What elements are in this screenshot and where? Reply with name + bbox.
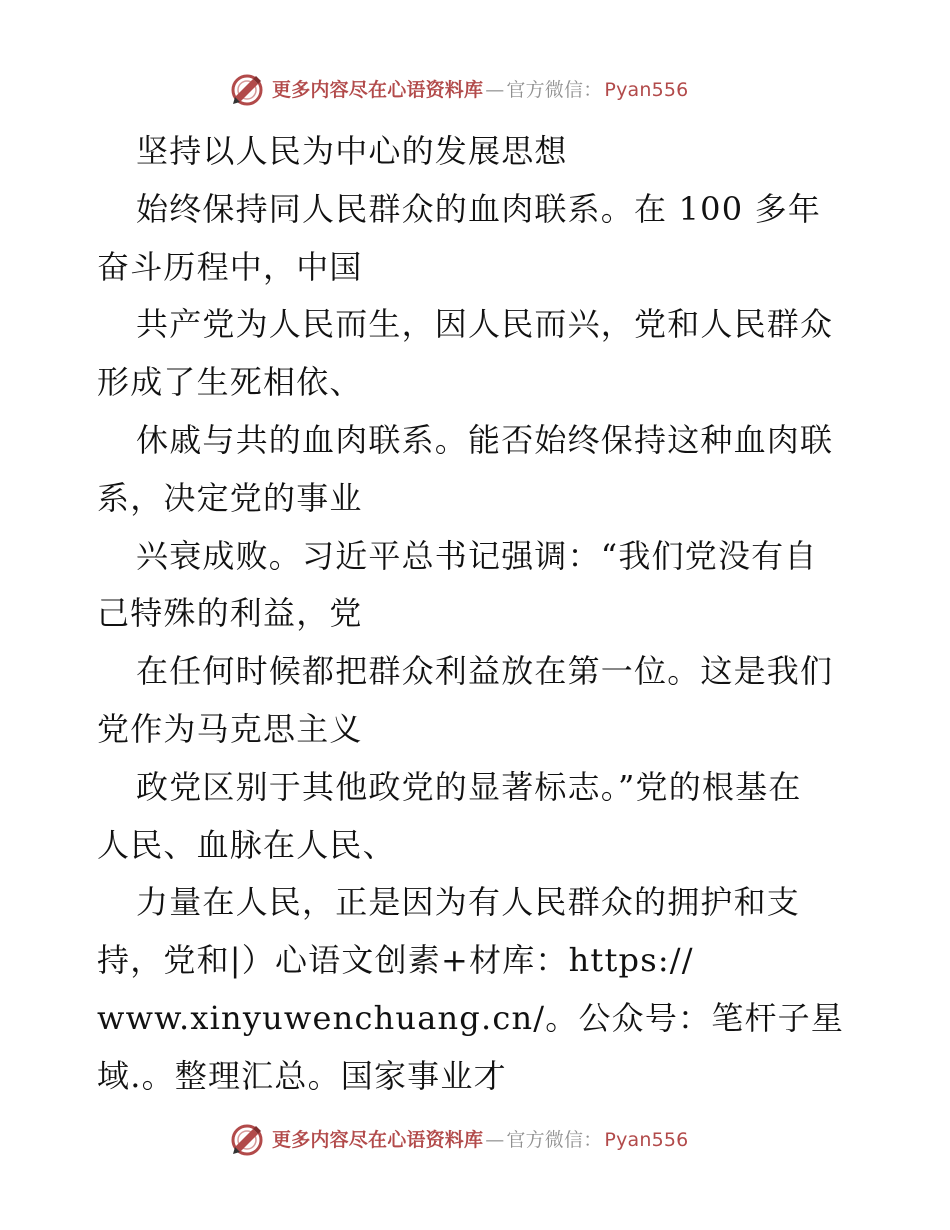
footer-text — [272, 1128, 689, 1151]
body-line: 奋斗历程中，中国 — [97, 247, 363, 286]
document-body — [97, 123, 857, 1106]
body-line: 持，党和|）心语文创素+材库：https:// — [97, 941, 694, 980]
pen-circle-logo-icon — [230, 73, 264, 107]
footer-wechat-id: Pyan556 — [604, 1128, 689, 1151]
body-line: 域.。整理汇总。国家事业才 — [97, 1056, 507, 1095]
body-line: 在任何时候都把群众利益放在第一位。这是我们 — [136, 652, 834, 691]
body-line: 休戚与共的血肉联系。能否始终保持这种血肉联 — [136, 420, 834, 459]
header-brand-text: 更多内容尽在心语资料库 — [272, 78, 484, 101]
body-line: 共产党为人民而生，因人民而兴，党和人民群众 — [136, 305, 834, 344]
header-wechat-label: 官方微信： — [506, 78, 603, 101]
body-line: 系，决定党的事业 — [97, 478, 363, 517]
footer-wechat-label: 官方微信： — [506, 1128, 603, 1151]
footer-brand-text: 更多内容尽在心语资料库 — [272, 1128, 484, 1151]
body-line: 坚持以人民为中心的发展思想 — [136, 132, 568, 170]
body-line: 人民、血脉在人民、 — [97, 825, 396, 864]
header-wechat-id: Pyan556 — [604, 78, 689, 101]
body-line: 政党区别于其他政党的显著标志。”党的根基在 — [136, 767, 802, 806]
body-line: 兴衰成败。习近平总书记强调：“我们党没有自 — [136, 536, 818, 575]
footer-banner — [230, 1120, 750, 1160]
body-line: 党作为马克思主义 — [97, 709, 363, 748]
header-banner — [230, 70, 750, 110]
header-separator: — — [485, 78, 505, 101]
pen-circle-logo-icon — [230, 1123, 264, 1157]
header-text — [272, 78, 689, 101]
body-line: www.xinyuwenchuang.cn/。公众号：笔杆子星 — [97, 998, 845, 1037]
footer-separator: — — [485, 1128, 505, 1151]
body-line: 始终保持同人民群众的血肉联系。在 100 多年 — [136, 189, 822, 228]
body-line: 己特殊的利益，党 — [97, 594, 363, 633]
body-line: 形成了生死相依、 — [97, 363, 363, 402]
body-line: 力量在人民，正是因为有人民群众的拥护和支 — [136, 883, 801, 922]
